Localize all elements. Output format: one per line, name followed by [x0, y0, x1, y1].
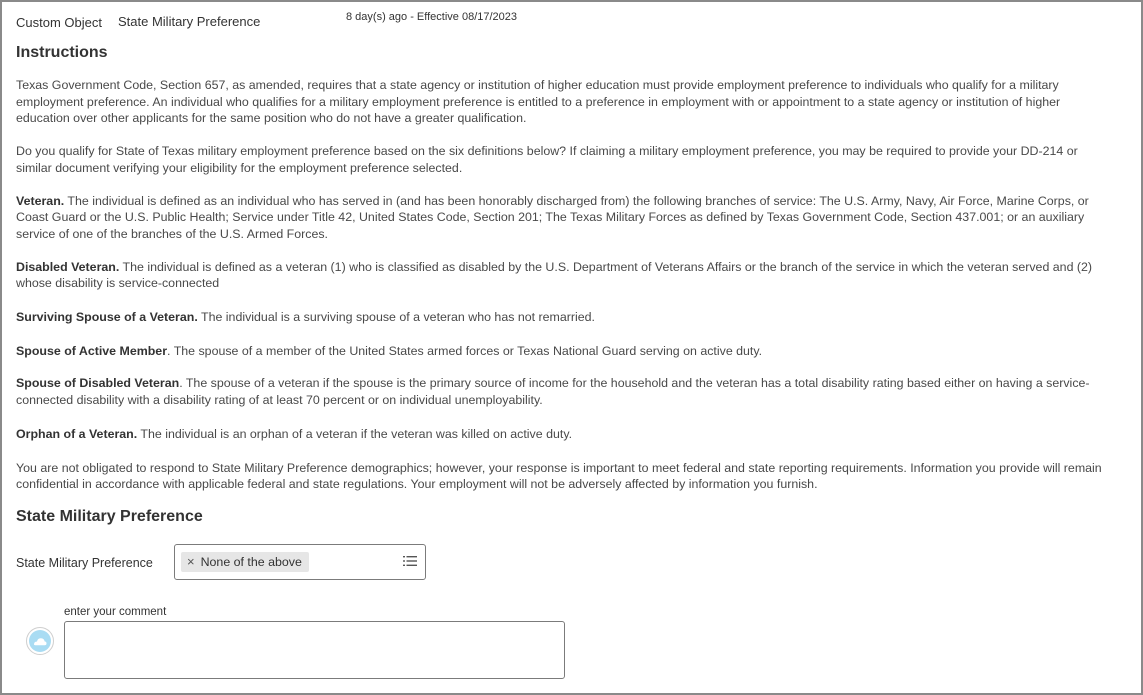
list-icon[interactable] [403, 555, 417, 567]
closing-paragraph: You are not obligated to respond to State Military Preference demographics; however, your response is important to meet federal and state reporting requirements. Information you provide will remain confidential in accordance with applicable federal and state regulations. Your employment will not be adversely affected by information you furnish. [16, 460, 1102, 492]
definition-text: The individual is an orphan of a veteran if the veteran was killed on active duty. [137, 426, 573, 441]
preference-field [16, 544, 436, 584]
preference-section-title: State Military Preference [16, 507, 203, 525]
preference-field-label: State Military Preference [16, 556, 153, 570]
selected-option-pill [181, 552, 309, 572]
header [2, 2, 1141, 42]
definition-term: Surviving Spouse of a Veteran. [16, 310, 198, 325]
definition-veteran [16, 193, 1104, 243]
definition-surviving-spouse [16, 309, 1104, 326]
definition-term: Spouse of Disabled Veteran [16, 376, 180, 391]
selected-option-label: None of the above [200, 555, 302, 569]
object-type-label: Custom Object [16, 15, 102, 30]
definition-text: The individual is defined as an individual who has served in (and has been honorably discharged from) the following branches of service: The U.S. Army, Navy, Air Force, Marine Corps, or Coast Guard or the U.S. Public Health; Service under Title 42, United States Code, Section 201; The Texas Military Forces as defined by Texas Government Code, Section 437.001; or an auxiliary service of one of the branches of the U.S. Armed Forces. [16, 193, 1089, 241]
definition-term: Spouse of Active Member [16, 343, 168, 358]
definition-orphan [16, 426, 1104, 443]
intro-paragraph: Texas Government Code, Section 657, as amended, requires that a state agency or institution of higher education must provide employment preference to individuals who qualify for a military employment preference. An individual who qualifies for a military employment preference is entitled to a preference in employment with or appointment to a state agency or institution of higher education over other applicants for the same position who do not have a greater qualification. [16, 78, 1061, 126]
cloud-icon [26, 627, 54, 655]
question-paragraph: Do you qualify for State of Texas military employment preference based on the six definitions below? If claiming a military employment preference, you may be required to provide your DD-214 or similar document verifying your eligibility for the employment preference selected. [16, 144, 1078, 175]
definition-term: Veteran. [16, 193, 65, 208]
definition-disabled-veteran [16, 259, 1104, 292]
definition-text: . The spouse of a member of the United States armed forces or Texas National Guard serving on active duty. [167, 343, 763, 358]
effective-date-meta: 8 day(s) ago - Effective 08/17/2023 [346, 11, 518, 23]
remove-selection-icon[interactable]: × [187, 554, 195, 569]
object-name: State Military Preference [118, 14, 261, 29]
definition-spouse-disabled-veteran [16, 375, 1104, 408]
definition-spouse-active-member [16, 343, 1104, 360]
definition-text: . The spouse of a veteran if the spouse is the primary source of income for the household and the veteran has a total disability rating based either on having a service-connected disability with a disability rating of at least 70 percent or on individual unemployability. [16, 376, 1090, 408]
preference-multiselect[interactable] [174, 544, 426, 580]
instructions-section [16, 42, 1104, 528]
definition-term: Disabled Veteran. [16, 259, 120, 274]
definition-text: The individual is defined as a veteran (1) who is classified as disabled by the U.S. Department of Veterans Affairs or the branch of the service in which the veteran served and (2) whose disability is service-connected [16, 259, 1093, 291]
definition-term: Orphan of a Veteran. [16, 426, 138, 441]
comment-label: enter your comment [64, 606, 167, 618]
instructions-title: Instructions [16, 44, 108, 61]
comment-textarea[interactable] [64, 621, 565, 679]
definition-text: The individual is a surviving spouse of a veteran who has not remarried. [197, 310, 595, 325]
